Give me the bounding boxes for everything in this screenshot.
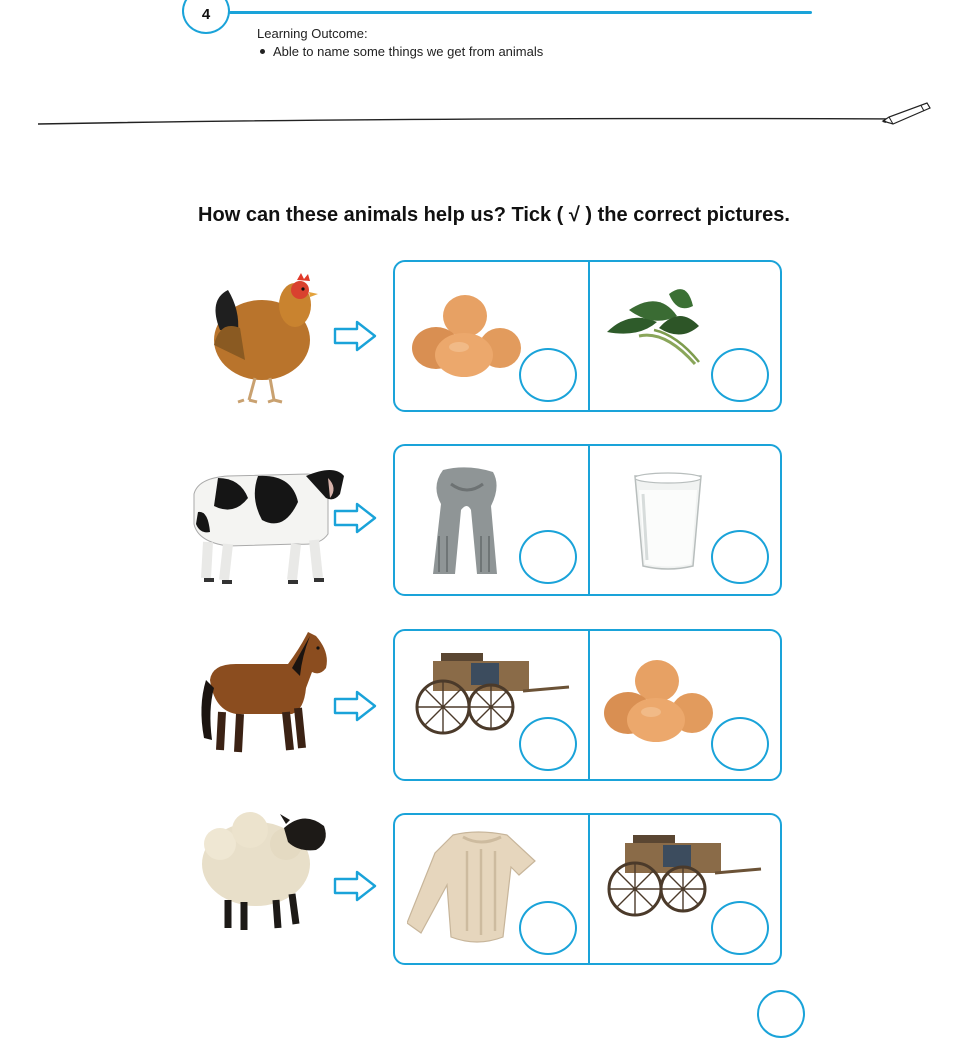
tick-circle-option-2[interactable] (711, 530, 769, 584)
arrow-right-icon (333, 690, 377, 722)
bullet-icon (260, 49, 265, 54)
choice-box (393, 629, 782, 781)
question-row-sheep (0, 812, 960, 972)
choice-divider (588, 446, 590, 594)
header-rule (229, 11, 812, 14)
arrow-right-icon (333, 320, 377, 352)
tick-circle-option-1[interactable] (519, 348, 577, 402)
choice-box (393, 260, 782, 412)
eggs-image (409, 290, 524, 380)
cow-image (188, 454, 348, 594)
tick-circle-option-2[interactable] (711, 901, 769, 955)
choice-box (393, 444, 782, 596)
pencil-icon (883, 103, 930, 124)
hen-image (200, 270, 325, 410)
instruction-text: How can these animals help us? Tick ( √ ) the correct pictures. (198, 204, 790, 226)
tick-circle-option-1[interactable] (519, 530, 577, 584)
learning-outcome-text: Able to name some things we get from animals (273, 44, 544, 59)
choice-divider (588, 262, 590, 410)
scarf-image (427, 466, 509, 578)
page-number-circle (757, 990, 805, 1038)
question-row-horse (0, 628, 960, 786)
lesson-number-badge (182, 0, 230, 34)
tick-circle-option-1[interactable] (519, 717, 577, 771)
question-row-hen (0, 258, 960, 416)
pencil-divider (0, 95, 960, 135)
tick-circle-option-2[interactable] (711, 348, 769, 402)
arrow-right-icon (333, 870, 377, 902)
eggs-image (601, 655, 716, 745)
lesson-number: 4 (201, 6, 211, 23)
question-row-cow (0, 444, 960, 602)
choice-box (393, 813, 782, 965)
tick-circle-option-1[interactable] (519, 901, 577, 955)
choice-divider (588, 815, 590, 963)
choice-divider (588, 631, 590, 779)
horse-image (196, 630, 336, 760)
tick-circle-option-2[interactable] (711, 717, 769, 771)
spinach-image (599, 280, 711, 370)
sheep-image (200, 804, 335, 936)
learning-outcome-item (260, 44, 543, 59)
glass-of-milk-image (631, 470, 705, 574)
learning-outcome-title: Learning Outcome: (257, 26, 368, 41)
arrow-right-icon (333, 502, 377, 534)
